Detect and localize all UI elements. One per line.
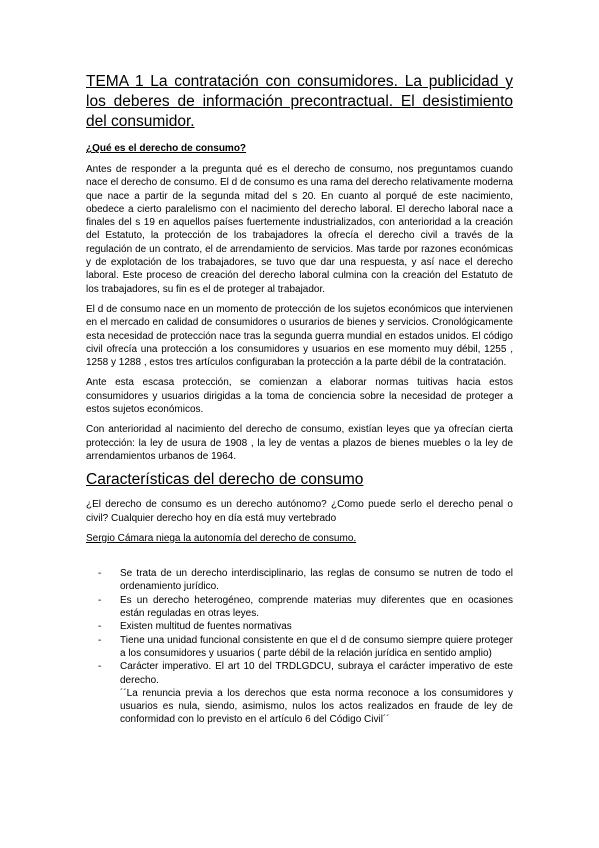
bullet-dash: - — [98, 634, 102, 646]
list-item — [98, 567, 513, 594]
section-intro: ¿El derecho de consumo es un derecho autónomo? ¿Como puede serlo el derecho penal o civil? Cualquier derecho hoy en día está muy vertebrado — [86, 499, 513, 524]
author-note: Sergio Cámara niega la autonomía del derecho de consumo. — [86, 532, 357, 544]
list-item — [98, 620, 513, 633]
list-item — [98, 660, 513, 726]
paragraph-origin: Antes de responder a la pregunta qué es el derecho de consumo, nos preguntamos cuando nace el derecho de consumo. El d de consumo es una rama del derecho relativamente moderna que nace a partir de la segunda mitad del s 20. En cuanto al porqué de este nacimiento, obedece a cierto paralelismo con el nacimiento del derecho laboral. El derecho laboral nace a finales del s 19 en aquellos países fuertemente industrializados, con anterioridad a la creación del Estatuto, la protección de los trabajadores la ofrecía el derecho civil a través de la regulación de un contrato, el de arrendamiento de servicios. Mas tarde por razones económicas y de explotación de los trabajadores, se tuvo que dar una respuesta, y así nace el derecho laboral. Este proceso de creación del derecho laboral culmina con la creación del Estatuto de los trabajadores, su fin es el de proteger al trabajador. — [86, 164, 513, 295]
list-item-text: Se trata de un derecho interdisciplinario, las reglas de consumo se nutren de todo el ordenamiento jurídico. — [120, 568, 513, 593]
bullet-dash: - — [98, 594, 102, 606]
bullet-dash: - — [98, 661, 102, 673]
list-item — [98, 594, 513, 621]
bullet-dash: - — [98, 621, 102, 633]
list-item-text: Es un derecho heterogéneo, comprende materias muy diferentes que en ocasiones están reguladas en otras leyes. — [120, 594, 513, 620]
paragraph-prior-laws: Con anterioridad al nacimiento del derecho de consumo, existían leyes que ya ofrecían cierta protección: la ley de usura de 1908 , la ley de ventas a plazos de bienes muebles o la ley de arrendamientos urbanos de 1964. — [86, 424, 513, 462]
list-item-text: Tiene una unidad funcional consistente en que el d de consumo siempre quiere proteger a los consumidores y usuarios ( parte débil de la relación jurídica en sentido amplio) — [120, 634, 513, 659]
subheading: ¿Qué es el derecho de consumo? — [86, 143, 247, 154]
bullet-dash: - — [98, 568, 102, 580]
features-list — [86, 567, 513, 727]
legal-quote: ´´La renuncia previa a los derechos que esta norma reconoce a los consumidores y usuarios es nula, siendo, asimismo, nulos los actos realizados en fraude de ley de conformidad con lo previsto en el artículo 6 del Código Civil´´ — [120, 687, 513, 726]
list-item — [98, 634, 513, 661]
paragraph-protection: El d de consumo nace en un momento de protección de los sujetos económicos que intervienen en el mercado en calidad de consumidores o usurarios de bienes y servicios. Cronológicamente esta necesidad de protección nace tras la segunda guerra mundial en estados unidos. El código civil ofrecía una protección a los consumidores y usuarios en ese momento muy débil, 1255 , 1258 y 1288 , estos tres artículos configuraban la protección a la parte débil de la contratación. — [86, 303, 513, 369]
section-title: Características del derecho de consumo — [86, 471, 364, 489]
list-item-text: Carácter imperativo. El art 10 del TRDLGDCU, subraya el carácter imperativo de este derecho. — [120, 661, 513, 686]
document-title: TEMA 1 La contratación con consumidores. La publicidad y los deberes de información precontractual. El desistimiento del consumidor. — [86, 73, 513, 130]
list-item-text: Existen multitud de fuentes normativas — [120, 621, 292, 633]
paragraph-norms: Ante esta escasa protección, se comienzan a elaborar normas tuitivas hacia estos consumidores y usuarios dirigidas a la toma de conciencia sobre la necesidad de proteger a estos sujetos económicos. — [86, 377, 513, 416]
